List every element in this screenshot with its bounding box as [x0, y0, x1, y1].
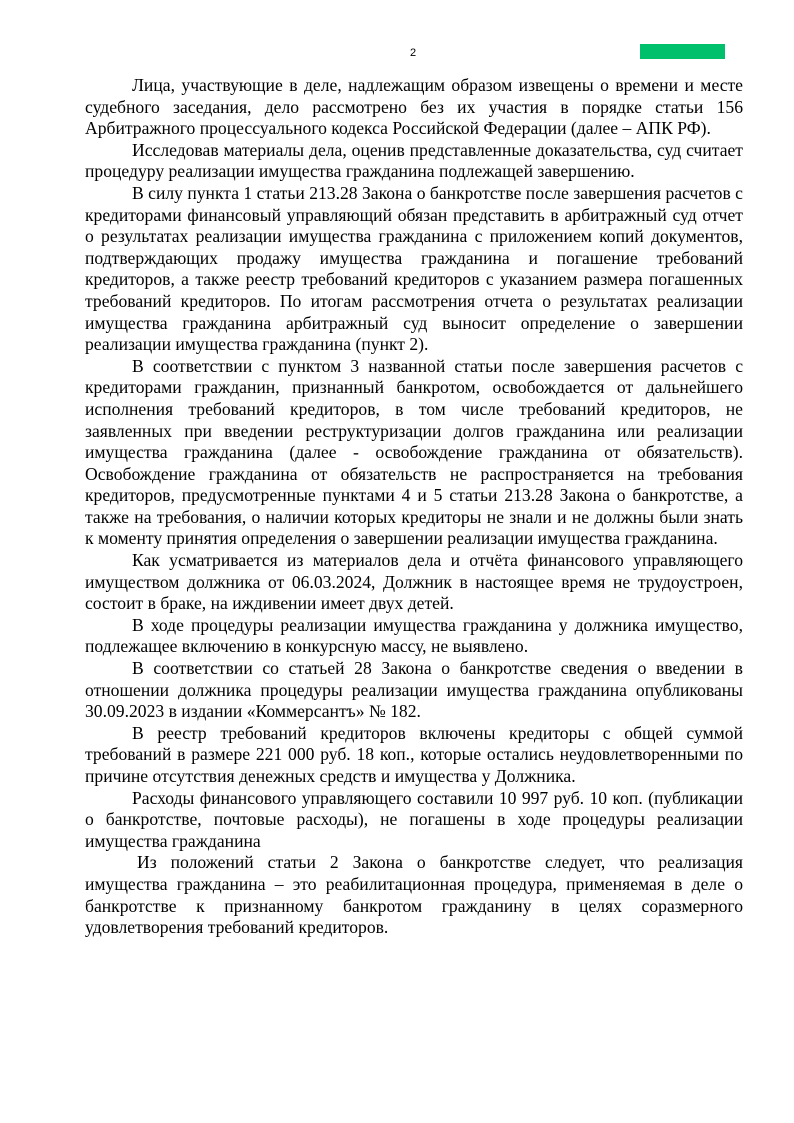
paragraph: В силу пункта 1 статьи 213.28 Закона о банкротстве после завершения расчетов с кредиторами финансовый управляющий обязан представить в арбитражный суд отчет о результатах реализации имущества гражданина с приложением копий документов, подтверждающих продажу имущества гражданина и погашение требований кредиторов, а также реестр требований кредиторов с указанием размера погашенных требований кредиторов. По итогам рассмотрения отчета о результатах реализации имущества гражданина арбитражный суд выносит определение о завершении реализации имущества гражданина (пункт 2).	[85, 182, 743, 355]
paragraph: В соответствии со статьей 28 Закона о банкротстве сведения о введении в отношении должника процедуры реализации имущества гражданина опубликованы 30.09.2023 в издании «Коммерсантъ» № 182.	[85, 658, 743, 722]
document-body	[85, 75, 743, 939]
paragraph: Из положений статьи 2 Закона о банкротстве следует, что реализация имущества гражданина – это реабилитационная процедура, применяемая в деле о банкротстве к признанному банкротом гражданину в целях соразмерного удовлетворения требований кредиторов.	[85, 852, 743, 938]
paragraph: В соответствии с пунктом 3 названной статьи после завершения расчетов с кредиторами гражданин, признанный банкротом, освобождается от дальнейшего исполнения требований кредиторов, в том числе требований кредиторов, не заявленных при введении реструктуризации долгов гражданина или реализации имущества гражданина (далее - освобождение гражданина от обязательств). Освобождение гражданина от обязательств не распространяется на требования кредиторов, предусмотренные пунктами 4 и 5 статьи 213.28 Закона о банкротстве, а также на требования, о наличии которых кредиторы не знали и не должны были знать к моменту принятия определения о завершении реализации имущества гражданина.	[85, 355, 743, 549]
green-marker-bar	[640, 44, 725, 59]
paragraph: Лица, участвующие в деле, надлежащим образом извещены о времени и месте судебного заседания, дело рассмотрено без их участия в порядке статьи 156 Арбитражного процессуального кодекса Российской Федерации (далее – АПК РФ).	[85, 75, 743, 139]
paragraph: Исследовав материалы дела, оценив представленные доказательства, суд считает процедуру реализации имущества гражданина подлежащей завершению.	[85, 139, 743, 182]
paragraph: Расходы финансового управляющего составили 10 997 руб. 10 коп. (публикации о банкротстве, почтовые расходы), не погашены в ходе процедуры реализации имущества гражданина	[85, 787, 743, 851]
page-number: 2	[409, 47, 417, 59]
paragraph: В реестр требований кредиторов включены кредиторы с общей суммой требований в размере 221 000 руб. 18 коп., которые остались неудовлетворенными по причине отсутствия денежных средств и имущества у Должника.	[85, 722, 743, 786]
paragraph: Как усматривается из материалов дела и отчёта финансового управляющего имуществом должника от 06.03.2024, Должник в настоящее время не трудоустроен, состоит в браке, на иждивении имеет двух детей.	[85, 550, 743, 614]
paragraph: В ходе процедуры реализации имущества гражданина у должника имущество, подлежащее включению в конкурсную массу, не выявлено.	[85, 614, 743, 657]
